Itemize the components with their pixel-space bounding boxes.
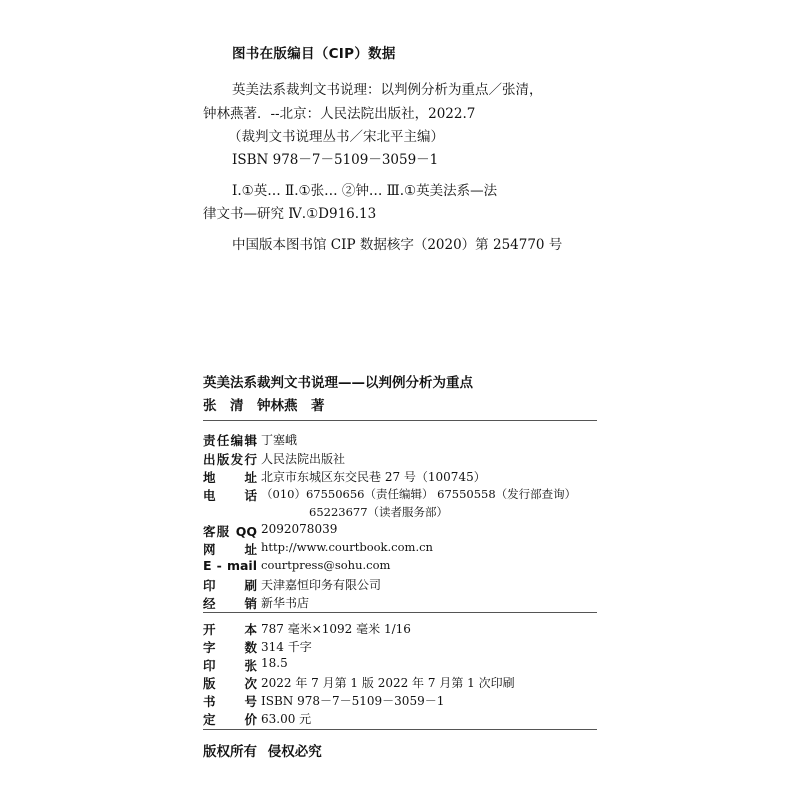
info-label: 责任编辑 — [203, 433, 257, 448]
cip-line: Ⅰ.①英… Ⅱ.①张… ②钟… Ⅲ.①英美法系—法 — [232, 183, 498, 199]
copyright-notice: 版权所有 侵权必究 — [203, 744, 322, 760]
info-value: 787 毫米×1092 毫米 1/16 — [261, 622, 411, 636]
info-label: 经销 — [203, 596, 257, 611]
cip-line: ISBN 978－7－5109－3059－1 — [232, 152, 439, 168]
info-value: 北京市东城区东交民巷 27 号（100745） — [261, 470, 486, 484]
info-label: 印张 — [203, 658, 257, 673]
info-label: 电话 — [203, 488, 257, 503]
book-title: 英美法系裁判文书说理——以判例分析为重点 — [203, 375, 473, 391]
info-label: 书号 — [203, 694, 257, 709]
cip-line: 钟林燕著．--北京：人民法院出版社，2022.7 — [203, 106, 476, 122]
info-value: 天津嘉恒印务有限公司 — [261, 578, 382, 592]
info-value: ISBN 978－7－5109－3059－1 — [261, 694, 445, 708]
info-label: 地址 — [203, 470, 257, 485]
info-value: 新华书店 — [261, 596, 310, 610]
book-authors: 张 清 钟林燕 著 — [203, 398, 325, 414]
info-label: E - mail — [203, 558, 257, 573]
divider — [203, 729, 597, 730]
info-label: 出版发行 — [203, 452, 257, 467]
divider — [203, 420, 597, 421]
divider — [203, 612, 597, 613]
info-value: 人民法院出版社 — [261, 452, 346, 466]
info-label: 开本 — [203, 622, 257, 637]
info-value: 丁塞峨 — [261, 433, 298, 447]
cip-record-number: 中国版本图书馆 CIP 数据核字（2020）第 254770 号 — [232, 237, 563, 253]
info-value: 18.5 — [261, 656, 288, 670]
cip-line: 律文书—研究 Ⅳ.①D916.13 — [203, 206, 377, 222]
cip-heading: 图书在版编目（CIP）数据 — [232, 46, 396, 62]
info-label: 定价 — [203, 712, 257, 727]
info-label: 版次 — [203, 676, 257, 691]
info-label: 客服 QQ — [203, 524, 257, 539]
info-label: 印刷 — [203, 578, 257, 593]
info-value: 2092078039 — [261, 522, 338, 536]
info-value: （010）67550656（责任编辑） 67550558（发行部查询） — [261, 487, 577, 501]
info-label: 网址 — [203, 542, 257, 557]
info-value: 65223677（读者服务部） — [309, 505, 449, 519]
info-value: courtpress@sohu.com — [261, 558, 391, 572]
info-label: 字数 — [203, 640, 257, 655]
info-value: http://www.courtbook.com.cn — [261, 540, 433, 554]
info-value: 314 千字 — [261, 640, 312, 654]
info-value: 63.00 元 — [261, 712, 312, 726]
cip-line: 英美法系裁判文书说理：以判例分析为重点／张清， — [232, 82, 543, 98]
cip-line: （裁判文书说理丛书／宋北平主编） — [228, 129, 444, 145]
info-value: 2022 年 7 月第 1 版 2022 年 7 月第 1 次印刷 — [261, 676, 515, 690]
